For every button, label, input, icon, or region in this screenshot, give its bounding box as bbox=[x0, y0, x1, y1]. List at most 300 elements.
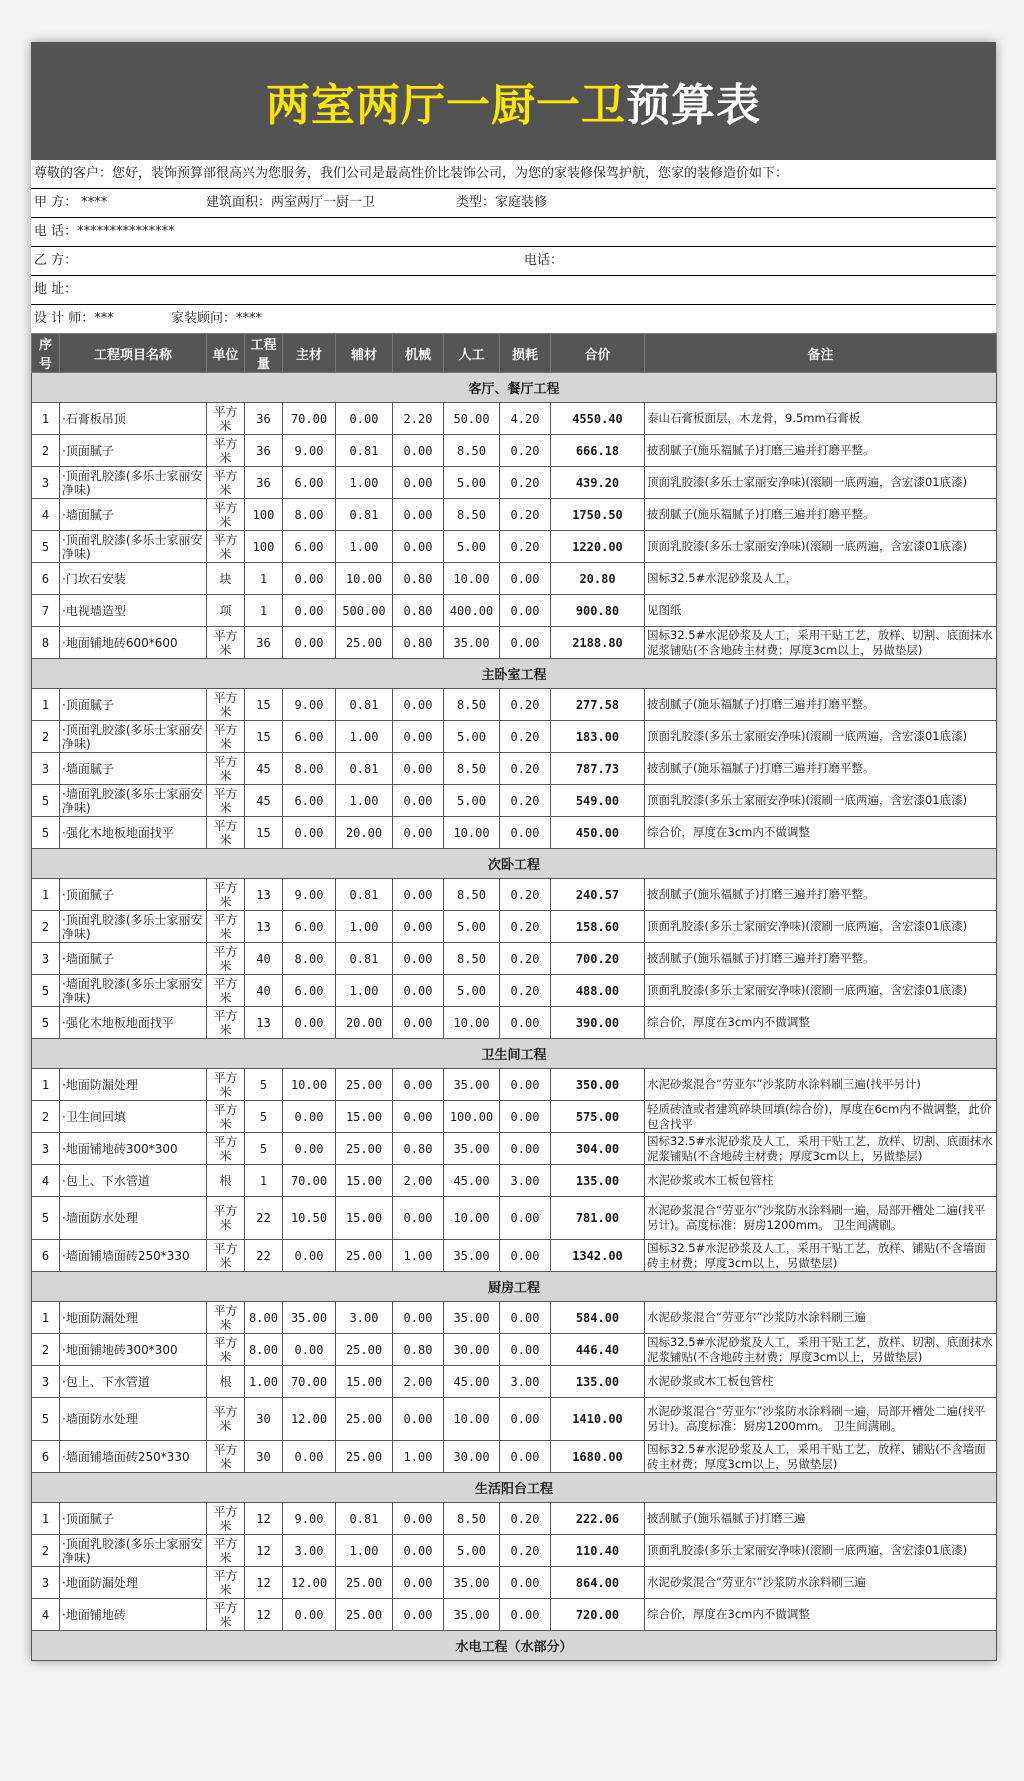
cell-unit: 平方米 bbox=[207, 1567, 245, 1599]
cell-main: 0.00 bbox=[283, 817, 336, 849]
cell-unit: 平方米 bbox=[207, 785, 245, 817]
cell-loss: 0.00 bbox=[500, 627, 551, 659]
cell-total: 720.00 bbox=[551, 1599, 645, 1631]
cell-loss: 0.20 bbox=[500, 499, 551, 531]
header-loss: 损耗 bbox=[500, 334, 551, 373]
note-text: 泰山石膏板面层，木龙骨，9.5mm石膏板 bbox=[647, 411, 861, 425]
cell-qty: 36 bbox=[245, 435, 283, 467]
cell-aux: 15.00 bbox=[336, 1101, 393, 1133]
cell-aux: 0.81 bbox=[336, 879, 393, 911]
cell-labor: 8.50 bbox=[444, 435, 500, 467]
cell-name: ·地面防漏处理 bbox=[60, 1069, 207, 1101]
address: 地 址： bbox=[34, 282, 78, 297]
section-title: 主卧室工程 bbox=[32, 659, 997, 689]
table-row bbox=[32, 943, 997, 975]
cell-qty: 30 bbox=[245, 1398, 283, 1441]
cell-labor: 8.50 bbox=[444, 943, 500, 975]
cell-note bbox=[645, 1240, 997, 1272]
cell-mach: 0.80 bbox=[393, 1133, 444, 1165]
cell-loss: 0.20 bbox=[500, 785, 551, 817]
cell-labor: 35.00 bbox=[444, 1567, 500, 1599]
cell-note bbox=[645, 627, 997, 659]
cell-aux: 25.00 bbox=[336, 1334, 393, 1366]
cell-total: 900.80 bbox=[551, 595, 645, 627]
cell-mach: 0.00 bbox=[393, 1398, 444, 1441]
cell-mach: 0.00 bbox=[393, 785, 444, 817]
cell-no: 1 bbox=[32, 689, 60, 721]
note-text: 披刮腻子(施乐福腻子)打磨三遍并打磨平整。 bbox=[647, 697, 875, 711]
cell-mach: 2.00 bbox=[393, 1366, 444, 1398]
cell-note bbox=[645, 911, 997, 943]
cell-unit: 平方米 bbox=[207, 1240, 245, 1272]
cell-total: 158.60 bbox=[551, 911, 645, 943]
table-row bbox=[32, 627, 997, 659]
cell-aux: 0.00 bbox=[336, 403, 393, 435]
cell-qty: 5 bbox=[245, 1101, 283, 1133]
table-row bbox=[32, 1535, 997, 1567]
note-text: 国标32.5#水泥砂浆及人工，采用干贴工艺，放样、切割、底面抹水泥浆铺贴(不含地砖主材费；厚度3cm以上，另做垫层) bbox=[647, 627, 993, 657]
header-total: 合价 bbox=[551, 334, 645, 373]
cell-main: 70.00 bbox=[283, 1165, 336, 1197]
cell-loss: 0.00 bbox=[500, 1133, 551, 1165]
cell-aux: 25.00 bbox=[336, 1133, 393, 1165]
cell-no: 1 bbox=[32, 1069, 60, 1101]
cell-mach: 0.00 bbox=[393, 467, 444, 499]
table-row bbox=[32, 753, 997, 785]
cell-total: 135.00 bbox=[551, 1165, 645, 1197]
cell-unit: 平方米 bbox=[207, 753, 245, 785]
cell-qty: 13 bbox=[245, 1007, 283, 1039]
cell-unit: 平方米 bbox=[207, 817, 245, 849]
cell-qty: 13 bbox=[245, 879, 283, 911]
advisor: 家装顾问：**** bbox=[171, 311, 263, 326]
note-text: 披刮腻子(施乐福腻子)打磨三遍并打磨平整。 bbox=[647, 951, 875, 965]
cell-note bbox=[645, 435, 997, 467]
cell-name: ·顶面乳胶漆(多乐士家丽安净味) bbox=[60, 1535, 207, 1567]
cell-note bbox=[645, 689, 997, 721]
cell-note bbox=[645, 1197, 997, 1240]
cell-note bbox=[645, 1101, 997, 1133]
note-text: 综合价，厚度在3cm内不做调整 bbox=[647, 1015, 810, 1029]
cell-name: ·顶面乳胶漆(多乐士家丽安净味) bbox=[60, 721, 207, 753]
cell-qty: 12 bbox=[245, 1503, 283, 1535]
table-row bbox=[32, 1567, 997, 1599]
cell-note bbox=[645, 753, 997, 785]
cell-mach: 0.00 bbox=[393, 879, 444, 911]
table-row bbox=[32, 785, 997, 817]
cell-qty: 22 bbox=[245, 1240, 283, 1272]
table-row bbox=[32, 689, 997, 721]
cell-name: ·卫生间回填 bbox=[60, 1101, 207, 1133]
cell-aux: 0.81 bbox=[336, 943, 393, 975]
cell-labor: 45.00 bbox=[444, 1366, 500, 1398]
cell-aux: 15.00 bbox=[336, 1366, 393, 1398]
party-a-row bbox=[31, 189, 996, 218]
cell-note bbox=[645, 1165, 997, 1197]
cell-unit: 平方米 bbox=[207, 1535, 245, 1567]
cell-name: ·墙面乳胶漆(多乐士家丽安净味) bbox=[60, 975, 207, 1007]
cell-note bbox=[645, 975, 997, 1007]
cell-total: 4550.40 bbox=[551, 403, 645, 435]
cell-total: 439.20 bbox=[551, 467, 645, 499]
cell-aux: 1.00 bbox=[336, 911, 393, 943]
cell-unit: 根 bbox=[207, 1366, 245, 1398]
cell-main: 0.00 bbox=[283, 1599, 336, 1631]
note-text: 轻质砖渣或者建筑碎块回填(综合价)，厚度在6cm内不做调整，此价包含找平 bbox=[647, 1101, 992, 1131]
cell-note bbox=[645, 499, 997, 531]
table-row bbox=[32, 1302, 997, 1334]
cell-mach: 0.00 bbox=[393, 1007, 444, 1039]
cell-note bbox=[645, 1302, 997, 1334]
cell-loss: 0.00 bbox=[500, 1101, 551, 1133]
cell-main: 0.00 bbox=[283, 1441, 336, 1473]
cell-no: 5 bbox=[32, 1007, 60, 1039]
cell-labor: 50.00 bbox=[444, 403, 500, 435]
cell-unit: 平方米 bbox=[207, 1197, 245, 1240]
cell-aux: 15.00 bbox=[336, 1197, 393, 1240]
cell-loss: 0.00 bbox=[500, 1599, 551, 1631]
cell-total: 864.00 bbox=[551, 1567, 645, 1599]
table-row bbox=[32, 1599, 997, 1631]
note-text: 披刮腻子(施乐福腻子)打磨三遍并打磨平整。 bbox=[647, 443, 875, 457]
section-header-row bbox=[32, 849, 997, 879]
cell-main: 9.00 bbox=[283, 879, 336, 911]
cell-unit: 平方米 bbox=[207, 1599, 245, 1631]
cell-aux: 25.00 bbox=[336, 1398, 393, 1441]
cell-no: 4 bbox=[32, 1599, 60, 1631]
table-row bbox=[32, 879, 997, 911]
note-text: 顶面乳胶漆(多乐士家丽安净味)(滚刷一底两遍，含宏漆01底漆) bbox=[647, 539, 968, 553]
cell-unit: 平方米 bbox=[207, 721, 245, 753]
cell-total: 781.00 bbox=[551, 1197, 645, 1240]
table-row bbox=[32, 1441, 997, 1473]
cell-name: ·顶面乳胶漆(多乐士家丽安净味) bbox=[60, 467, 207, 499]
cell-name: ·顶面腻子 bbox=[60, 879, 207, 911]
cell-no: 2 bbox=[32, 1334, 60, 1366]
note-text: 水泥砂浆混合“劳亚尔”沙浆防水涂料刷三遍 bbox=[647, 1310, 866, 1324]
table-row bbox=[32, 721, 997, 753]
cell-total: 666.18 bbox=[551, 435, 645, 467]
cell-mach: 0.80 bbox=[393, 627, 444, 659]
table-row bbox=[32, 1101, 997, 1133]
cell-main: 9.00 bbox=[283, 689, 336, 721]
table-row bbox=[32, 1398, 997, 1441]
cell-labor: 30.00 bbox=[444, 1441, 500, 1473]
table-row bbox=[32, 1069, 997, 1101]
cell-main: 35.00 bbox=[283, 1302, 336, 1334]
cell-aux: 1.00 bbox=[336, 1535, 393, 1567]
cell-labor: 10.00 bbox=[444, 1007, 500, 1039]
cell-name: ·墙面腻子 bbox=[60, 943, 207, 975]
cell-no: 2 bbox=[32, 721, 60, 753]
table-row bbox=[32, 1240, 997, 1272]
cell-mach: 0.00 bbox=[393, 689, 444, 721]
header-note: 备注 bbox=[645, 334, 997, 373]
cell-unit: 平方米 bbox=[207, 403, 245, 435]
cell-unit: 平方米 bbox=[207, 689, 245, 721]
cell-aux: 3.00 bbox=[336, 1302, 393, 1334]
cell-aux: 1.00 bbox=[336, 467, 393, 499]
cell-main: 0.00 bbox=[283, 595, 336, 627]
note-text: 水泥砂浆混合“劳亚尔”沙浆防水涂料刷一遍，局部开槽处二遍(找平另计)。高度标准：厨房1200mm。 卫生间满刷。 bbox=[647, 1404, 986, 1433]
cell-main: 10.50 bbox=[283, 1197, 336, 1240]
cell-unit: 块 bbox=[207, 563, 245, 595]
note-text: 披刮腻子(施乐福腻子)打磨三遍并打磨平整。 bbox=[647, 761, 875, 775]
header-no: 序号 bbox=[32, 334, 60, 373]
cell-name: ·地面铺地砖300*300 bbox=[60, 1334, 207, 1366]
cell-main: 0.00 bbox=[283, 627, 336, 659]
cell-main: 8.00 bbox=[283, 499, 336, 531]
cell-main: 10.00 bbox=[283, 1069, 336, 1101]
cell-qty: 12 bbox=[245, 1599, 283, 1631]
cell-mach: 0.00 bbox=[393, 817, 444, 849]
header-aux: 辅材 bbox=[336, 334, 393, 373]
table-row bbox=[32, 563, 997, 595]
cell-qty: 45 bbox=[245, 753, 283, 785]
cell-loss: 0.20 bbox=[500, 721, 551, 753]
section-title: 次卧工程 bbox=[32, 849, 997, 879]
table-row bbox=[32, 1007, 997, 1039]
note-text: 披刮腻子(施乐福腻子)打磨三遍并打磨平整。 bbox=[647, 887, 875, 901]
cell-aux: 0.81 bbox=[336, 753, 393, 785]
cell-aux: 25.00 bbox=[336, 1567, 393, 1599]
note-text: 综合价，厚度在3cm内不做调整 bbox=[647, 825, 810, 839]
cell-name: ·顶面乳胶漆(多乐士家丽安净味) bbox=[60, 911, 207, 943]
cell-note bbox=[645, 531, 997, 563]
cell-note bbox=[645, 1366, 997, 1398]
note-text: 披刮腻子(施乐福腻子)打磨三遍并打磨平整。 bbox=[647, 507, 875, 521]
cell-no: 1 bbox=[32, 879, 60, 911]
cell-no: 5 bbox=[32, 817, 60, 849]
cell-note bbox=[645, 403, 997, 435]
cell-loss: 0.20 bbox=[500, 975, 551, 1007]
cell-name: ·顶面乳胶漆(多乐士家丽安净味) bbox=[60, 531, 207, 563]
table-row bbox=[32, 817, 997, 849]
cell-qty: 13 bbox=[245, 911, 283, 943]
cell-mach: 0.00 bbox=[393, 721, 444, 753]
cell-unit: 平方米 bbox=[207, 879, 245, 911]
cell-no: 5 bbox=[32, 1197, 60, 1240]
cell-mach: 0.00 bbox=[393, 1101, 444, 1133]
header-unit: 单位 bbox=[207, 334, 245, 373]
cell-aux: 0.81 bbox=[336, 689, 393, 721]
cell-aux: 20.00 bbox=[336, 817, 393, 849]
table-row bbox=[32, 1366, 997, 1398]
cell-mach: 0.00 bbox=[393, 1069, 444, 1101]
cell-no: 7 bbox=[32, 595, 60, 627]
cell-name: ·墙面腻子 bbox=[60, 499, 207, 531]
cell-total: 277.58 bbox=[551, 689, 645, 721]
note-text: 水泥砂浆或木工板包管柱 bbox=[647, 1374, 774, 1388]
cell-mach: 0.80 bbox=[393, 595, 444, 627]
cell-note bbox=[645, 1334, 997, 1366]
cell-total: 222.06 bbox=[551, 1503, 645, 1535]
cell-main: 8.00 bbox=[283, 753, 336, 785]
cell-loss: 0.20 bbox=[500, 943, 551, 975]
cell-no: 8 bbox=[32, 627, 60, 659]
cell-no: 2 bbox=[32, 911, 60, 943]
cell-name: ·墙面铺墙面砖250*330 bbox=[60, 1240, 207, 1272]
cell-loss: 0.00 bbox=[500, 1240, 551, 1272]
cell-no: 5 bbox=[32, 785, 60, 817]
phone-a-row bbox=[31, 218, 996, 247]
note-text: 顶面乳胶漆(多乐士家丽安净味)(滚刷一底两遍，含宏漆01底漆) bbox=[647, 1543, 968, 1557]
cell-labor: 8.50 bbox=[444, 499, 500, 531]
section-header-row bbox=[32, 1272, 997, 1302]
cell-mach: 0.00 bbox=[393, 1535, 444, 1567]
cell-total: 1410.00 bbox=[551, 1398, 645, 1441]
section-title: 水电工程（水部分） bbox=[32, 1631, 997, 1661]
cell-no: 2 bbox=[32, 1101, 60, 1133]
cell-labor: 5.00 bbox=[444, 1535, 500, 1567]
cell-loss: 0.20 bbox=[500, 753, 551, 785]
cell-name: ·地面铺地砖300*300 bbox=[60, 1133, 207, 1165]
cell-name: ·石膏板吊顶 bbox=[60, 403, 207, 435]
cell-qty: 5 bbox=[245, 1133, 283, 1165]
cell-loss: 0.00 bbox=[500, 817, 551, 849]
cell-main: 9.00 bbox=[283, 435, 336, 467]
cell-name: ·强化木地板地面找平 bbox=[60, 817, 207, 849]
cell-total: 304.00 bbox=[551, 1133, 645, 1165]
cell-total: 390.00 bbox=[551, 1007, 645, 1039]
note-text: 综合价，厚度在3cm内不做调整 bbox=[647, 1607, 810, 1621]
cell-aux: 1.00 bbox=[336, 785, 393, 817]
cell-qty: 12 bbox=[245, 1567, 283, 1599]
cell-no: 3 bbox=[32, 1366, 60, 1398]
cell-labor: 5.00 bbox=[444, 531, 500, 563]
cell-note bbox=[645, 1441, 997, 1473]
cell-qty: 15 bbox=[245, 817, 283, 849]
cell-loss: 3.00 bbox=[500, 1366, 551, 1398]
cell-main: 9.00 bbox=[283, 1503, 336, 1535]
cell-no: 6 bbox=[32, 1240, 60, 1272]
cell-mach: 0.00 bbox=[393, 1567, 444, 1599]
cell-loss: 0.00 bbox=[500, 1302, 551, 1334]
cell-note bbox=[645, 879, 997, 911]
cell-mach: 0.00 bbox=[393, 531, 444, 563]
cell-name: ·包上、下水管道 bbox=[60, 1165, 207, 1197]
cell-aux: 25.00 bbox=[336, 1240, 393, 1272]
cell-note bbox=[645, 817, 997, 849]
cell-main: 70.00 bbox=[283, 1366, 336, 1398]
cell-aux: 500.00 bbox=[336, 595, 393, 627]
cell-main: 3.00 bbox=[283, 1535, 336, 1567]
cell-name: ·地面防漏处理 bbox=[60, 1567, 207, 1599]
cell-note bbox=[645, 943, 997, 975]
cell-aux: 0.81 bbox=[336, 435, 393, 467]
cell-total: 450.00 bbox=[551, 817, 645, 849]
cell-unit: 平方米 bbox=[207, 467, 245, 499]
cell-qty: 1.00 bbox=[245, 1366, 283, 1398]
cell-qty: 12 bbox=[245, 1535, 283, 1567]
note-text: 披刮腻子(施乐福腻子)打磨三遍 bbox=[647, 1511, 806, 1525]
cell-no: 6 bbox=[32, 563, 60, 595]
cell-qty: 45 bbox=[245, 785, 283, 817]
cell-qty: 8.00 bbox=[245, 1334, 283, 1366]
cell-note bbox=[645, 467, 997, 499]
table-row bbox=[32, 467, 997, 499]
note-text: 顶面乳胶漆(多乐士家丽安净味)(滚刷一底两遍，含宏漆01底漆) bbox=[647, 983, 968, 997]
cell-mach: 0.00 bbox=[393, 975, 444, 1007]
cell-mach: 0.00 bbox=[393, 1302, 444, 1334]
cell-qty: 40 bbox=[245, 943, 283, 975]
table-row bbox=[32, 435, 997, 467]
cell-total: 549.00 bbox=[551, 785, 645, 817]
party-b: 乙 方： bbox=[34, 253, 78, 268]
cell-total: 1750.50 bbox=[551, 499, 645, 531]
cell-labor: 8.50 bbox=[444, 879, 500, 911]
note-text: 国标32.5#水泥砂浆及人工，采用干贴工艺，放样、切割、底面抹水泥浆铺贴(不含地砖主材费；厚度3cm以上，另做垫层) bbox=[647, 1334, 993, 1364]
building-area: 建筑面积：两室两厅一厨一卫 bbox=[206, 195, 376, 210]
cell-aux: 15.00 bbox=[336, 1165, 393, 1197]
cell-name: ·地面铺地砖 bbox=[60, 1599, 207, 1631]
section-title: 厨房工程 bbox=[32, 1272, 997, 1302]
cell-qty: 1 bbox=[245, 595, 283, 627]
cell-no: 1 bbox=[32, 1302, 60, 1334]
cell-name: ·墙面铺墙面砖250*330 bbox=[60, 1441, 207, 1473]
cell-qty: 40 bbox=[245, 975, 283, 1007]
cell-note bbox=[645, 721, 997, 753]
cell-loss: 0.00 bbox=[500, 1007, 551, 1039]
party-a: 甲 方： **** bbox=[34, 195, 108, 210]
cell-qty: 36 bbox=[245, 627, 283, 659]
cell-name: ·顶面腻子 bbox=[60, 1503, 207, 1535]
cell-main: 0.00 bbox=[283, 1007, 336, 1039]
address-row bbox=[31, 276, 996, 305]
party-b-row bbox=[31, 247, 996, 276]
cell-aux: 25.00 bbox=[336, 627, 393, 659]
cell-loss: 0.00 bbox=[500, 1069, 551, 1101]
cell-name: ·电视墙造型 bbox=[60, 595, 207, 627]
section-header-row bbox=[32, 1473, 997, 1503]
cell-main: 70.00 bbox=[283, 403, 336, 435]
cell-unit: 平方米 bbox=[207, 499, 245, 531]
cell-unit: 平方米 bbox=[207, 1334, 245, 1366]
cell-loss: 0.20 bbox=[500, 531, 551, 563]
cell-total: 787.73 bbox=[551, 753, 645, 785]
table-row bbox=[32, 1503, 997, 1535]
cell-total: 1220.00 bbox=[551, 531, 645, 563]
cell-main: 12.00 bbox=[283, 1398, 336, 1441]
cell-labor: 5.00 bbox=[444, 785, 500, 817]
cell-labor: 10.00 bbox=[444, 1197, 500, 1240]
cell-labor: 10.00 bbox=[444, 563, 500, 595]
cell-name: ·地面铺地砖600*600 bbox=[60, 627, 207, 659]
cell-loss: 0.20 bbox=[500, 467, 551, 499]
cell-aux: 25.00 bbox=[336, 1441, 393, 1473]
header-main: 主材 bbox=[283, 334, 336, 373]
cell-loss: 0.20 bbox=[500, 911, 551, 943]
cell-qty: 36 bbox=[245, 467, 283, 499]
cell-main: 0.00 bbox=[283, 563, 336, 595]
cell-aux: 25.00 bbox=[336, 1599, 393, 1631]
cell-qty: 30 bbox=[245, 1441, 283, 1473]
cell-unit: 平方米 bbox=[207, 1398, 245, 1441]
note-text: 见图纸 bbox=[647, 603, 682, 617]
cell-qty: 1 bbox=[245, 563, 283, 595]
cell-loss: 0.20 bbox=[500, 1535, 551, 1567]
cell-name: ·地面防漏处理 bbox=[60, 1302, 207, 1334]
cell-note bbox=[645, 563, 997, 595]
cell-no: 3 bbox=[32, 1133, 60, 1165]
cell-unit: 平方米 bbox=[207, 1302, 245, 1334]
cell-main: 6.00 bbox=[283, 785, 336, 817]
note-text: 国标32.5#水泥砂浆及人工，采用干贴工艺，放样、铺贴(不含墙面砖主材费；厚度3cm以上，另做垫层) bbox=[647, 1441, 986, 1471]
cell-mach: 0.00 bbox=[393, 753, 444, 785]
cell-no: 1 bbox=[32, 403, 60, 435]
header-row bbox=[32, 334, 997, 373]
greeting-row bbox=[31, 160, 996, 189]
